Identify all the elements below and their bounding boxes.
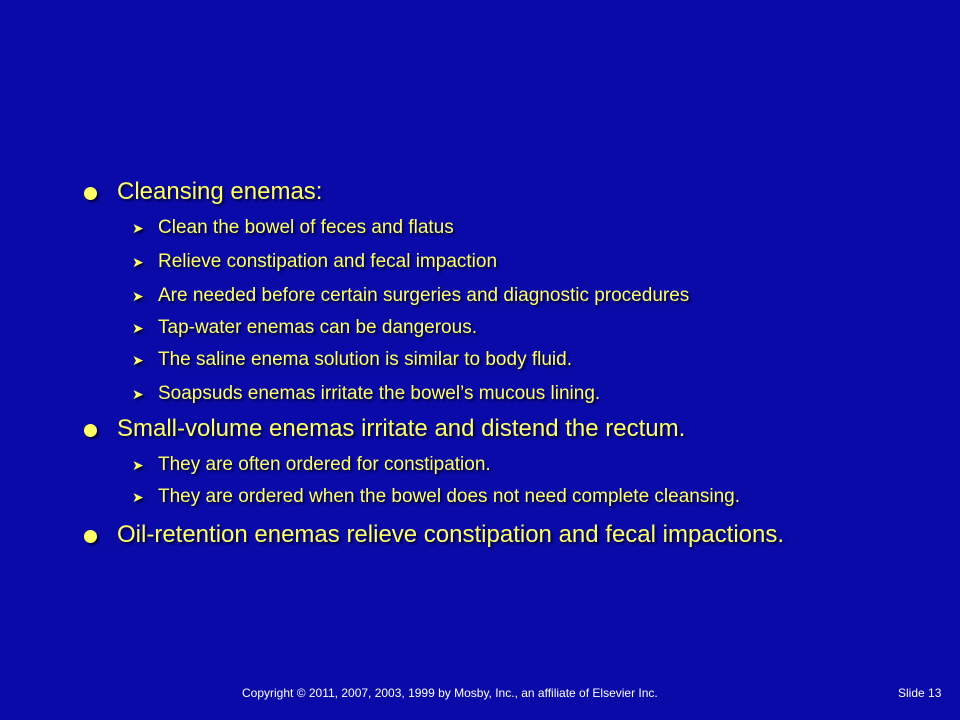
copyright-footer: Copyright © 2011, 2007, 2003, 1999 by Mosby, Inc., an affiliate of Elsevier Inc. (242, 686, 658, 700)
bullet-level2: They are ordered when the bowel does not need complete cleansing. (158, 486, 740, 507)
bullet-level1: Oil-retention enemas relieve constipation and fecal impactions. (117, 521, 785, 548)
bullet-arrow-icon: ➤ (132, 288, 144, 304)
bullet-arrow-icon: ➤ (132, 352, 144, 368)
bullet-level2: The saline enema solution is similar to body fluid. (158, 349, 572, 370)
bullet-level2: They are often ordered for constipation. (158, 454, 491, 475)
bullet-level2: Relieve constipation and fecal impaction (158, 251, 498, 272)
bullet-circle-icon (84, 424, 97, 437)
bullet-level2: Soapsuds enemas irritate the bowel’s mucous lining. (158, 383, 601, 404)
bullet-level2: Are needed before certain surgeries and diagnostic procedures (158, 285, 690, 306)
bullet-circle-icon (84, 187, 97, 200)
bullet-level2: Tap-water enemas can be dangerous. (158, 317, 477, 338)
bullet-arrow-icon: ➤ (132, 254, 144, 270)
bullet-level1: Small-volume enemas irritate and distend the rectum. (117, 415, 686, 442)
bullet-arrow-icon: ➤ (132, 489, 144, 505)
bullet-arrow-icon: ➤ (132, 386, 144, 402)
bullet-level2: Clean the bowel of feces and flatus (158, 217, 454, 238)
bullet-arrow-icon: ➤ (132, 220, 144, 236)
bullet-arrow-icon: ➤ (132, 457, 144, 473)
slide-number: Slide 13 (898, 686, 942, 700)
bullet-level1: Cleansing enemas: (117, 178, 323, 205)
bullet-arrow-icon: ➤ (132, 320, 144, 336)
bullet-circle-icon (84, 530, 97, 543)
